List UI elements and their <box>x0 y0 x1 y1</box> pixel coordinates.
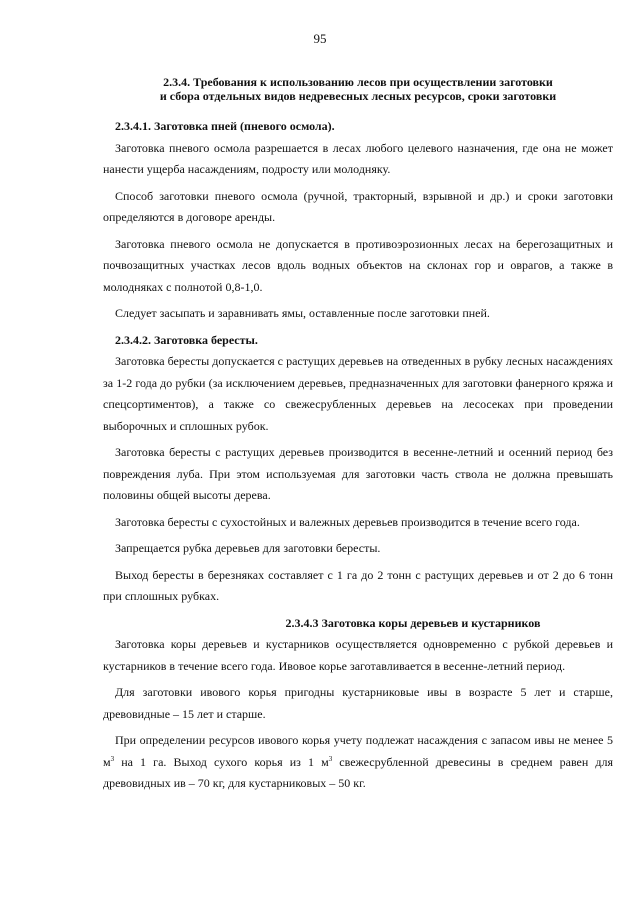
subsection-heading-birch-bark: 2.3.4.2. Заготовка бересты. <box>115 332 258 347</box>
paragraph: Запрещается рубка деревьев для заготовки бересты. <box>115 541 381 555</box>
paragraph: Заготовка пневого осмола не допускается в противоэрозионных лесах на берегозащитных и почвозащитных участках лесов вдоль водных объектов на склонах гор и оврагов, а также в молодняках с полнотой 0,8-1,0. <box>103 236 613 294</box>
section-title-line-1: 2.3.4. Требования к использованию лесов при осуществлении заготовки <box>163 75 553 89</box>
paragraph: Заготовка коры деревьев и кустарников осуществляется одновременно с рубкой деревьев и кустарников в течение всего года. Ивовое корье заготавливается в весенне-летний период. <box>103 637 613 673</box>
paragraph: Для заготовки ивового корья пригодны кустарниковые ивы в возрасте 5 лет и старше, древовидные – 15 лет и старше. <box>103 685 613 721</box>
page-number: 95 <box>313 31 327 46</box>
text-run: на 1 га. Выход сухого корья из 1 м <box>114 754 329 769</box>
subsection-heading-stumps: 2.3.4.1. Заготовка пней (пневого осмола). <box>115 119 335 133</box>
section-title-line-2: и сбора отдельных видов недревесных лесных ресурсов, сроки заготовки <box>159 89 557 103</box>
paragraph: Следует засыпать и заравнивать ямы, оставленные после заготовки пней. <box>115 306 490 320</box>
paragraph: Заготовка бересты с сухостойных и валежных деревьев производится в течение всего года. <box>115 514 580 529</box>
section-title <box>103 75 613 103</box>
superscript: 3 <box>110 754 115 763</box>
paragraph: Выход бересты в березняках составляет с 1 га до 2 тонн с растущих деревьев и от 2 до 6 тонн при сплошных рубках. <box>103 567 613 603</box>
superscript: 3 <box>328 754 333 763</box>
paragraph: Заготовка бересты с растущих деревьев производится в весенне-летний и осенний период без повреждения луба. При этом используемая для заготовки часть ствола не должна превышать половины общей высоты дерева. <box>103 445 613 502</box>
text-run: При определении ресурсов ивового корья учету подлежат насаждения с запасом ивы не менее 5 м <box>103 733 613 769</box>
text-run: свежесрубленной древесины в среднем равен для древовидных ив – 70 кг, для кустарниковых – 50 кг. <box>103 754 613 790</box>
paragraph: Заготовка бересты допускается с растущих деревьев на отведенных в рубку лесных насаждениях за 1-2 года до рубки (за исключением деревьев, предназначенных для заготовки фанерного кряжа и спецсортиментов), а также со свежесрубленных деревьев на лесосеках при проведении выборочных и сплошных рубок. <box>103 354 613 433</box>
paragraph: Заготовка пневого осмола разрешается в лесах любого целевого назначения, где она не может нанести ущерба насаждениям, подросту или молодняку. <box>103 140 613 176</box>
subsection-heading-bark: 2.3.4.3 Заготовка коры деревьев и кустарников <box>285 615 541 630</box>
paragraph-willow-resources <box>103 730 613 800</box>
document-body <box>103 75 613 800</box>
paragraph: Способ заготовки пневого осмола (ручной, тракторный, взрывной и др.) и сроки заготовки определяются в договоре аренды. <box>103 188 613 224</box>
